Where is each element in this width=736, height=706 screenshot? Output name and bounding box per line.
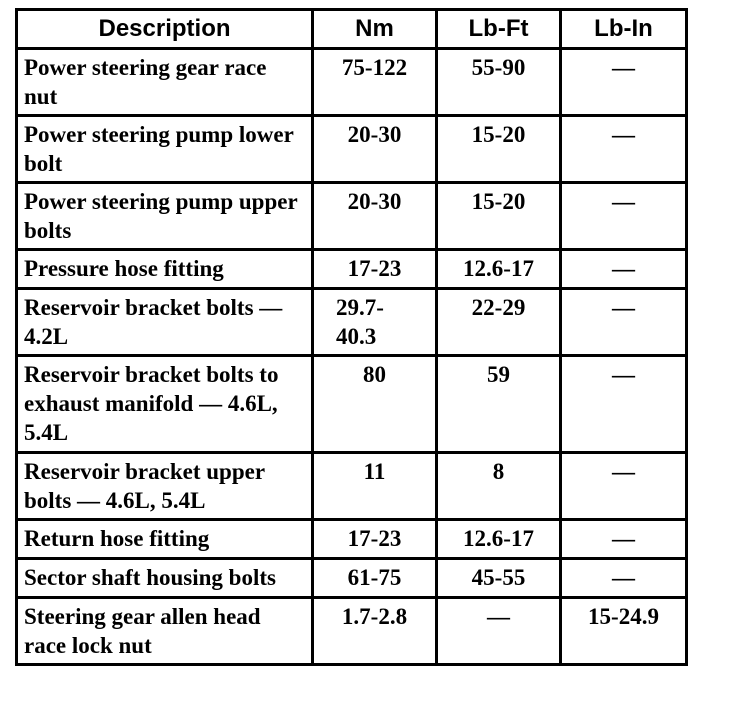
table-row	[17, 559, 687, 598]
lbin-cell: —	[561, 356, 687, 453]
description-cell: Power steering gear race nut	[17, 49, 313, 116]
lbin-cell: 15-24.9	[561, 598, 687, 665]
header-lbft: Lb-Ft	[437, 10, 561, 49]
description-cell: Steering gear allen head race lock nut	[17, 598, 313, 665]
lbft-cell: 45-55	[437, 559, 561, 598]
header-row	[17, 10, 687, 49]
nm-cell: 29.7-40.3	[313, 289, 437, 356]
lbft-cell: 12.6-17	[437, 250, 561, 289]
lbft-cell: 12.6-17	[437, 520, 561, 559]
description-cell: Sector shaft housing bolts	[17, 559, 313, 598]
lbin-cell: —	[561, 250, 687, 289]
table-row	[17, 250, 687, 289]
nm-cell: 17-23	[313, 520, 437, 559]
lbft-cell: —	[437, 598, 561, 665]
lbin-cell: —	[561, 453, 687, 520]
lbin-cell: —	[561, 183, 687, 250]
header-description: Description	[17, 10, 313, 49]
lbft-cell: 22-29	[437, 289, 561, 356]
table-row	[17, 598, 687, 665]
nm-cell: 80	[313, 356, 437, 453]
description-cell: Reservoir bracket bolts — 4.2L	[17, 289, 313, 356]
description-cell: Reservoir bracket upper bolts — 4.6L, 5.4L	[17, 453, 313, 520]
nm-cell: 17-23	[313, 250, 437, 289]
description-cell: Reservoir bracket bolts to exhaust manifold — 4.6L, 5.4L	[17, 356, 313, 453]
header-nm: Nm	[313, 10, 437, 49]
lbin-cell: —	[561, 520, 687, 559]
lbft-cell: 59	[437, 356, 561, 453]
nm-cell: 20-30	[313, 116, 437, 183]
description-cell: Return hose fitting	[17, 520, 313, 559]
nm-cell: 20-30	[313, 183, 437, 250]
nm-cell: 75-122	[313, 49, 437, 116]
torque-spec-table	[15, 8, 688, 666]
lbin-cell: —	[561, 49, 687, 116]
torque-spec-table-container	[15, 8, 688, 666]
table-row	[17, 453, 687, 520]
lbft-cell: 15-20	[437, 116, 561, 183]
description-cell: Power steering pump lower bolt	[17, 116, 313, 183]
description-cell: Pressure hose fitting	[17, 250, 313, 289]
nm-cell: 1.7-2.8	[313, 598, 437, 665]
nm-cell: 11	[313, 453, 437, 520]
lbft-cell: 15-20	[437, 183, 561, 250]
table-row	[17, 49, 687, 116]
description-cell: Power steering pump upper bolts	[17, 183, 313, 250]
table-row	[17, 289, 687, 356]
table-row	[17, 356, 687, 453]
lbin-cell: —	[561, 559, 687, 598]
lbft-cell: 8	[437, 453, 561, 520]
lbin-cell: —	[561, 289, 687, 356]
lbin-cell: —	[561, 116, 687, 183]
table-row	[17, 520, 687, 559]
lbft-cell: 55-90	[437, 49, 561, 116]
nm-cell: 61-75	[313, 559, 437, 598]
table-row	[17, 183, 687, 250]
header-lbin: Lb-In	[561, 10, 687, 49]
table-row	[17, 116, 687, 183]
